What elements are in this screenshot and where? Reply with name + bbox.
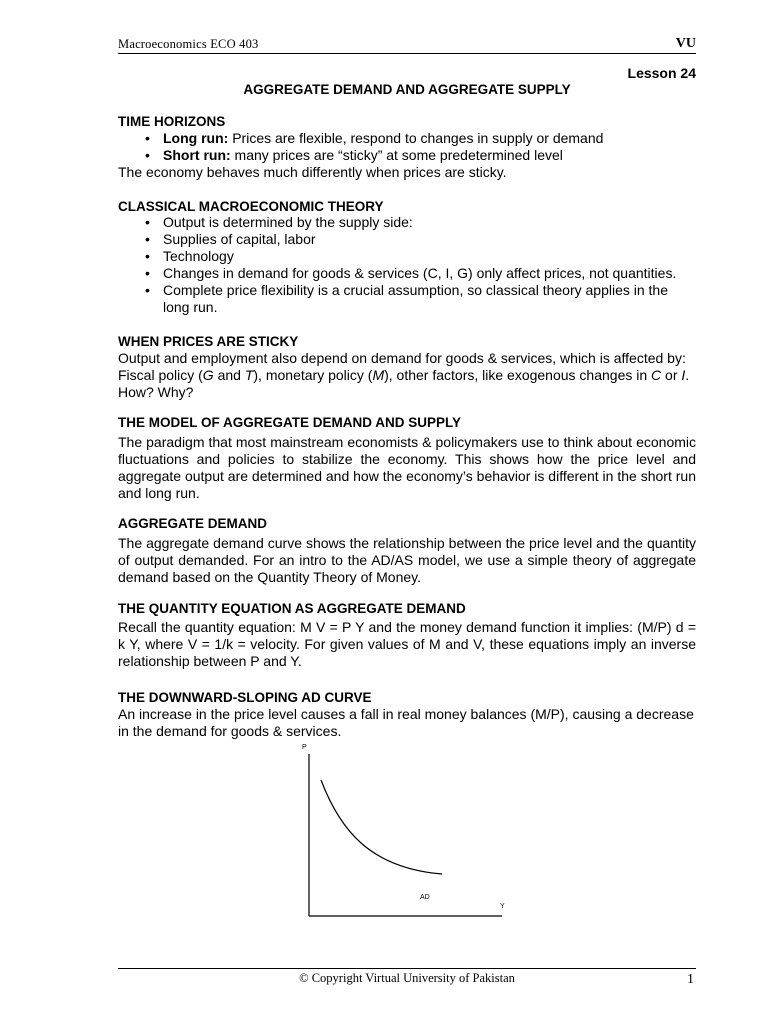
list-item-text: many prices are “sticky” at some predetermined level [230,147,563,163]
list-item [118,130,696,147]
list-item: • Technology [118,248,696,265]
section-heading-quantity-equation: THE QUANTITY EQUATION AS AGGREGATE DEMAND [118,601,466,616]
ad-curve [321,780,442,874]
footer-divider [118,968,696,969]
page-number: 1 [687,972,694,987]
time-horizons-list [118,130,696,164]
classical-list [118,214,696,316]
header-institution: VU [675,36,696,51]
ad-curve-graph [290,740,510,920]
section-heading-sticky: WHEN PRICES ARE STICKY [118,334,299,349]
list-item: • Output is determined by the supply side: [118,214,696,231]
list-item: • Complete price flexibility is a crucial assumption, so classical theory applies in the long run. [118,282,696,316]
lesson-number: Lesson 24 [627,65,696,81]
section-heading-downward-ad: THE DOWNWARD-SLOPING AD CURVE [118,690,372,705]
header-divider [118,53,696,54]
list-item: • Changes in demand for goods & services (C, I, G) only affect prices, not quantities. [118,265,696,282]
y-axis-label: P [302,744,307,751]
section-heading-classical: CLASSICAL MACROECONOMIC THEORY [118,199,384,214]
list-item [118,147,696,164]
list-item-text: Prices are flexible, respond to changes in supply or demand [228,130,604,146]
list-item: • Supplies of capital, labor [118,231,696,248]
section-heading-model: THE MODEL OF AGGREGATE DEMAND AND SUPPLY [118,415,462,430]
paragraph [118,350,696,401]
header-course: Macroeconomics ECO 403 [118,37,259,51]
paragraph-line: How? Why? [118,384,194,400]
page-title: AGGREGATE DEMAND AND AGGREGATE SUPPLY [243,82,571,97]
term: Short run: [163,147,231,163]
ad-curve-label: AD [420,894,430,901]
x-axis-label: Y [500,903,505,910]
section-heading-time-horizons: TIME HORIZONS [118,114,226,129]
section-heading-aggregate-demand: AGGREGATE DEMAND [118,516,268,531]
paragraph-line: Fiscal policy (G and T), monetary policy (M), other factors, like exogenous changes in C or I. [118,367,690,383]
footer-copyright: © Copyright Virtual University of Pakistan [299,971,515,985]
paragraph: An increase in the price level causes a fall in real money balances (M/P), causing a decrease in the demand for goods & services. [118,706,694,739]
term: Long run: [163,130,229,146]
paragraph: Recall the quantity equation: M V = P Y and the money demand function it implies: (M/P) d = k Y, where V = 1/k = velocity. For given values of M and V, these equations imply an inverse relationship between P and Y. [118,619,696,669]
paragraph-line: Output and employment also depend on demand for goods & services, which is affected by: [118,350,686,366]
paragraph: The paradigm that most mainstream economists & policymakers use to think about economic fluctuations and policies to stabilize the economy. This shows how the price level and aggregate output are determined and how the economy’s behavior is different in the short run and long run. [118,434,696,501]
paragraph: The aggregate demand curve shows the relationship between the price level and the quantity of output demanded. For an intro to the AD/AS model, we use a simple theory of aggregate demand based on the Quantity Theory of Money. [118,535,696,585]
paragraph: The economy behaves much differently when prices are sticky. [118,164,507,180]
